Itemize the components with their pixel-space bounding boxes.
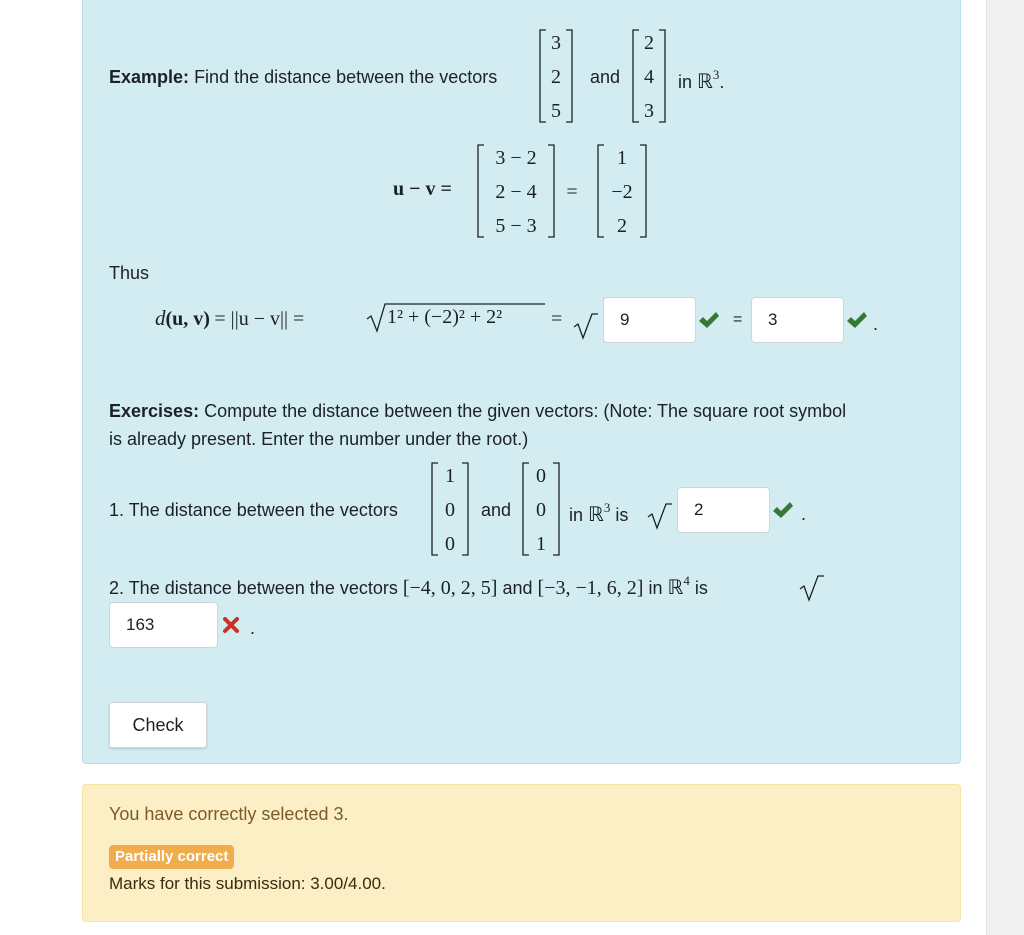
q2-answer-input[interactable]: 163 <box>109 602 218 648</box>
result-entry: 1 <box>617 147 627 169</box>
q2-question: 2. The distance between the vectors [−4, 0, 2, 5] and [−3, −1, 6, 2] in ℝ$^4$ is <box>109 573 708 599</box>
q1-prefix: 1. The distance between the vectors <box>109 500 398 520</box>
status-badge: Partially correct <box>109 845 234 869</box>
vector-v-entry: 2 <box>644 32 654 54</box>
vector-v-entry: 3 <box>644 100 654 122</box>
check-icon <box>772 500 794 520</box>
distance-formula: d(u, v) = ||u − v|| = <box>155 306 305 330</box>
sqrt-symbol <box>648 503 674 529</box>
q1-vector-b-entry: 0 <box>536 499 546 521</box>
q2-vector-b: [−3, −1, 6, 2] <box>537 577 644 599</box>
scrollbar-track[interactable] <box>986 0 1024 935</box>
and-text: and <box>590 67 621 87</box>
radicand: 1² + (−2)² + 2² <box>387 306 503 328</box>
period: . <box>250 618 256 638</box>
q1-vector-a-entry: 0 <box>445 499 455 521</box>
exercises-label: Exercises: <box>109 401 200 421</box>
question-box <box>82 0 961 764</box>
result-entry: 2 <box>617 215 627 237</box>
feedback-message: You have correctly selected 3. <box>109 804 349 824</box>
difference-equals: = <box>566 181 578 203</box>
sqrt-symbol <box>574 313 600 339</box>
difference-entry: 3 − 2 <box>495 147 537 169</box>
check-button[interactable]: Check <box>109 702 207 748</box>
example-label: Example: <box>109 67 190 87</box>
q1-vector-a-entry: 1 <box>445 465 455 487</box>
q1-space-text: in ℝ$^3$ is <box>569 500 629 526</box>
period: . <box>801 504 807 524</box>
check-icon <box>698 310 720 330</box>
check-icon <box>846 310 868 330</box>
period: . <box>873 314 879 334</box>
exercises-line-2: is already present. Enter the number under the root.) <box>109 429 529 449</box>
sqrt-symbol <box>800 575 826 601</box>
vector-u-entry: 5 <box>551 100 561 122</box>
thus-text: Thus <box>109 263 150 283</box>
equals-sign: = <box>733 311 743 328</box>
cross-icon <box>222 616 240 634</box>
vector-u-entry: 2 <box>551 66 561 88</box>
space-text: in ℝ$^3$. <box>678 67 725 93</box>
q1-vector-a-entry: 0 <box>445 533 455 555</box>
equals-sign: = <box>551 308 563 330</box>
answer-input-example-2[interactable]: 3 <box>751 297 844 343</box>
q2-vector-a: [−4, 0, 2, 5] <box>402 577 498 599</box>
difference-lhs: u − v = <box>393 178 452 200</box>
example-text <box>109 66 497 88</box>
example-prompt: Find the distance between the vectors <box>194 67 498 87</box>
answer-input-example-1[interactable]: 9 <box>603 297 696 343</box>
result-entry: −2 <box>611 181 633 203</box>
difference-entry: 2 − 4 <box>495 181 537 203</box>
vector-u-entry: 3 <box>551 32 561 54</box>
q1-answer-input[interactable]: 2 <box>677 487 770 533</box>
q1-vector-b-entry: 1 <box>536 533 546 555</box>
difference-entry: 5 − 3 <box>495 215 537 237</box>
vector-v-entry: 4 <box>644 66 654 88</box>
exercises-line-1: Exercises: Compute the distance between the given vectors: (Note: The square root symbol <box>109 401 847 421</box>
marks-text: Marks for this submission: 3.00/4.00. <box>109 874 386 893</box>
and-text: and <box>481 500 512 520</box>
q1-vector-b-entry: 0 <box>536 465 546 487</box>
